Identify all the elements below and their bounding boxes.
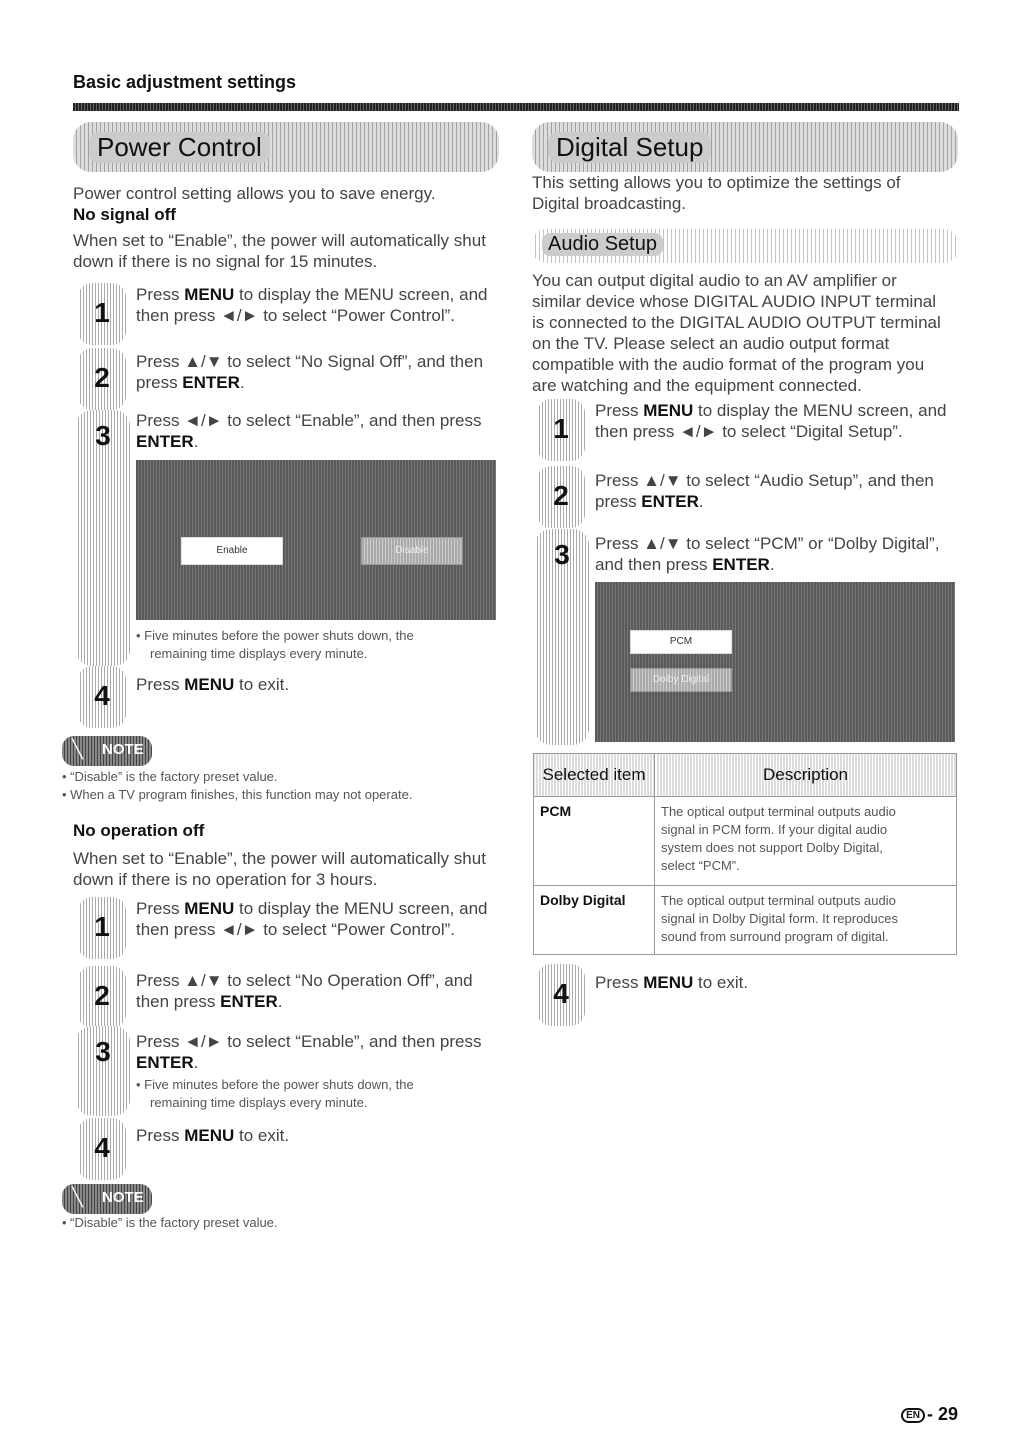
table-header-row bbox=[534, 754, 957, 797]
note-icon: ╲ bbox=[72, 739, 83, 759]
col-selected-item: Selected item bbox=[534, 754, 655, 797]
no-operation-desc-1: When set to “Enable”, the power will automatically shut bbox=[73, 849, 486, 868]
option-enable: Enable bbox=[181, 537, 283, 565]
note-badge-2: ╲ NOTE bbox=[62, 1184, 152, 1214]
digital-setup-intro-2: Digital broadcasting. bbox=[532, 194, 687, 213]
audio-step-1-badge: 1 bbox=[537, 399, 585, 461]
no-operation-heading: No operation off bbox=[73, 821, 205, 840]
step-3-line-1: Press ◄/► to select “Enable”, and then press bbox=[136, 411, 482, 430]
audio-step-2-badge: 2 bbox=[537, 466, 585, 528]
audio-step-4-badge: 4 bbox=[537, 964, 585, 1026]
row-item: Dolby Digital bbox=[534, 886, 655, 955]
note-item-2: • When a TV program finishes, this function may not operate. bbox=[62, 787, 413, 802]
op-step-2-line-1: Press ▲/▼ to select “No Operation Off”, and bbox=[136, 971, 473, 990]
audio-desc-5: compatible with the audio format of the program you bbox=[532, 355, 925, 374]
tv-screen-enable bbox=[136, 460, 496, 620]
step-1-line-1: Press MENU to display the MENU screen, and bbox=[136, 285, 488, 304]
step-3-badge: 3 bbox=[76, 410, 130, 666]
step-2-line-2: press ENTER. bbox=[136, 373, 245, 392]
audio-step-4-text: Press MENU to exit. bbox=[595, 973, 749, 992]
step-4-badge: 4 bbox=[78, 666, 126, 728]
no-signal-heading: No signal off bbox=[73, 205, 176, 224]
audio-option-table bbox=[533, 753, 957, 955]
op-step-3-line-1: Press ◄/► to select “Enable”, and then press bbox=[136, 1032, 482, 1051]
option-dolby-digital: Dolby Digital bbox=[630, 668, 732, 692]
digital-setup-title: Digital Setup bbox=[548, 132, 711, 163]
audio-step-3-line-2: and then press ENTER. bbox=[595, 555, 775, 574]
step-2-line-1: Press ▲/▼ to select “No Signal Off”, and then bbox=[136, 352, 484, 371]
row-description: The optical output terminal outputs audio signal in PCM form. If your digital audio system does not support Dolby Digital, select “PCM”. bbox=[655, 797, 957, 886]
page-number: EN - 29 bbox=[901, 1404, 958, 1425]
row-description: The optical output terminal outputs audio signal in Dolby Digital form. It reproduces sound from surround program of digital. bbox=[655, 886, 957, 955]
option-pcm: PCM bbox=[630, 630, 732, 654]
step-2-badge: 2 bbox=[78, 348, 126, 410]
op-step-2-badge: 2 bbox=[78, 966, 126, 1028]
no-operation-desc-2: down if there is no operation for 3 hours. bbox=[73, 870, 378, 889]
power-control-title: Power Control bbox=[89, 132, 270, 163]
power-control-intro: Power control setting allows you to save energy. bbox=[73, 184, 436, 203]
audio-desc-4: on the TV. Please select an audio output format bbox=[532, 334, 890, 353]
header-rule bbox=[73, 103, 959, 111]
audio-desc-6: are watching and the equipment connected. bbox=[532, 376, 862, 395]
op-step-1-line-1: Press MENU to display the MENU screen, and bbox=[136, 899, 488, 918]
op-step-3-line-2: ENTER. bbox=[136, 1053, 199, 1072]
op-step-4-text: Press MENU to exit. bbox=[136, 1126, 290, 1145]
audio-step-1-line-1: Press MENU to display the MENU screen, and bbox=[595, 401, 947, 420]
note-item-1: • “Disable” is the factory preset value. bbox=[62, 769, 278, 784]
audio-setup-title-bar bbox=[532, 229, 958, 263]
row-item: PCM bbox=[534, 797, 655, 886]
audio-desc-2: similar device whose DIGITAL AUDIO INPUT terminal bbox=[532, 292, 937, 311]
step-1-line-2: then press ◄/► to select “Power Control”. bbox=[136, 306, 455, 325]
op-step-3-badge: 3 bbox=[76, 1026, 130, 1116]
audio-step-3-line-1: Press ▲/▼ to select “PCM” or “Dolby Digital”, bbox=[595, 534, 940, 553]
op-step-1-badge: 1 bbox=[78, 897, 126, 959]
page-header: Basic adjustment settings bbox=[73, 72, 297, 92]
op-step-1-line-2: then press ◄/► to select “Power Control”. bbox=[136, 920, 455, 939]
digital-setup-title-bar bbox=[532, 122, 958, 172]
step-3-bullet-2: remaining time displays every minute. bbox=[150, 646, 368, 661]
audio-desc-1: You can output digital audio to an AV amplifier or bbox=[532, 271, 897, 290]
tv-screen-pcm bbox=[595, 582, 955, 742]
no-signal-desc-2: down if there is no signal for 15 minutes. bbox=[73, 252, 378, 271]
op-step-2-line-2: then press ENTER. bbox=[136, 992, 283, 1011]
audio-step-1-line-2: then press ◄/► to select “Digital Setup”. bbox=[595, 422, 903, 441]
language-badge: EN bbox=[901, 1408, 925, 1423]
table-row bbox=[534, 886, 957, 955]
note-badge: ╲ NOTE bbox=[62, 736, 152, 766]
table-row bbox=[534, 797, 957, 886]
col-description: Description bbox=[655, 754, 957, 797]
step-1-badge: 1 bbox=[78, 283, 126, 345]
digital-setup-intro-1: This setting allows you to optimize the settings of bbox=[532, 173, 901, 192]
step-4-text: Press MENU to exit. bbox=[136, 675, 290, 694]
op-step-3-bullet-1: • Five minutes before the power shuts down, the bbox=[136, 1077, 414, 1092]
audio-step-2-line-2: press ENTER. bbox=[595, 492, 704, 511]
audio-desc-3: is connected to the DIGITAL AUDIO OUTPUT terminal bbox=[532, 313, 941, 332]
power-control-title-bar bbox=[73, 122, 499, 172]
step-3-line-2: ENTER. bbox=[136, 432, 199, 451]
op-step-3-bullet-2: remaining time displays every minute. bbox=[150, 1095, 368, 1110]
note-icon: ╲ bbox=[72, 1187, 83, 1207]
audio-step-2-line-1: Press ▲/▼ to select “Audio Setup”, and then bbox=[595, 471, 934, 490]
option-disable: Disable bbox=[361, 537, 463, 565]
step-3-bullet-1: • Five minutes before the power shuts down, the bbox=[136, 628, 414, 643]
audio-step-3-badge: 3 bbox=[535, 529, 589, 745]
no-signal-desc-1: When set to “Enable”, the power will automatically shut bbox=[73, 231, 486, 250]
note-2-item-1: • “Disable” is the factory preset value. bbox=[62, 1215, 278, 1230]
op-step-4-badge: 4 bbox=[78, 1118, 126, 1180]
audio-setup-title: Audio Setup bbox=[542, 233, 663, 256]
